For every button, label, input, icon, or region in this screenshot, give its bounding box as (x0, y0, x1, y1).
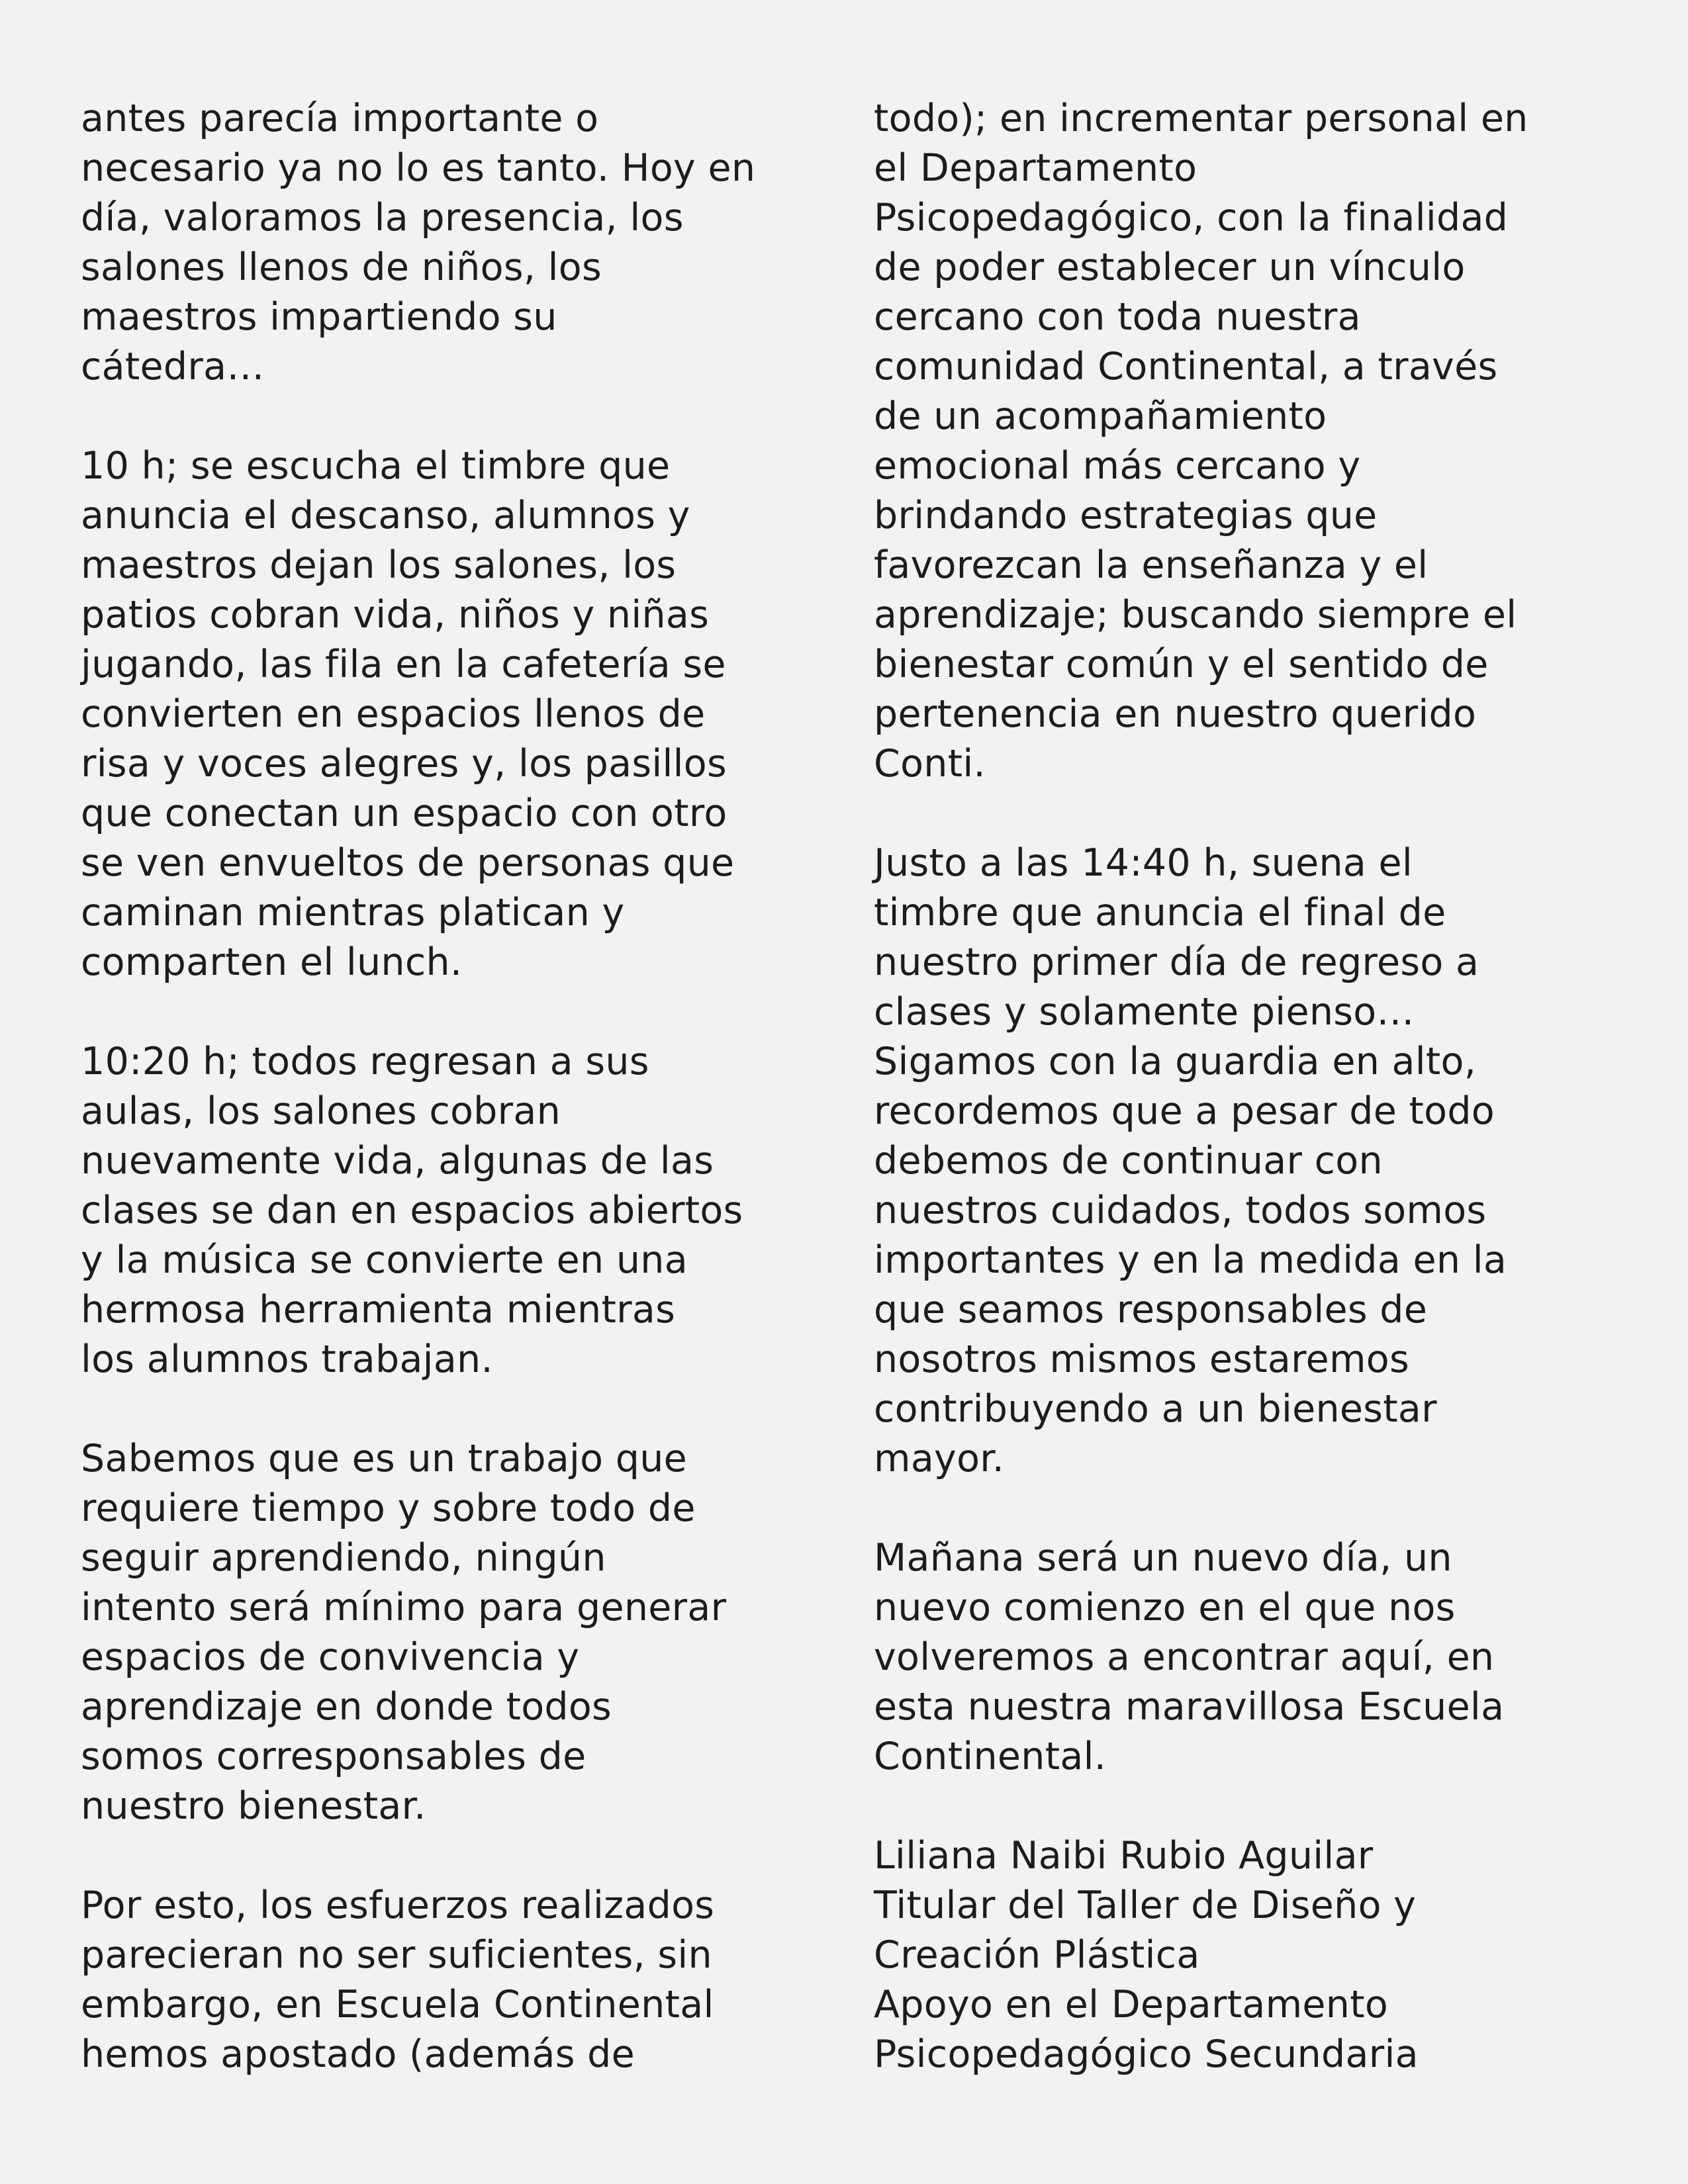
text-line: cercano con toda nuestra (874, 295, 1361, 339)
text-line: brindando estrategias que (874, 494, 1378, 537)
author-role: Creación Plástica (874, 1933, 1200, 1977)
text-line: embargo, en Escuela Continental (81, 1983, 714, 2026)
text-line: Justo a las 14:40 h, suena el (874, 841, 1413, 885)
text-line: nuestros cuidados, todos somos (874, 1189, 1487, 1232)
text-line: importantes y en la medida en la (874, 1238, 1507, 1282)
text-line: Sigamos con la guardia en alto, (874, 1040, 1477, 1083)
text-line: comunidad Continental, a través (874, 345, 1498, 388)
text-line: mayor. (874, 1437, 1005, 1480)
text-line: bienestar común y el sentido de (874, 643, 1489, 686)
text-line: requiere tiempo y sobre todo de (81, 1486, 696, 1530)
text-line: jugando, las fila en la cafetería se (81, 643, 726, 686)
paragraph (81, 441, 822, 987)
text-line: patios cobran vida, niños y niñas (81, 593, 710, 637)
text-line: timbre que anuncia el final de (874, 891, 1446, 934)
text-line: pertenencia en nuestro querido (874, 692, 1477, 736)
text-line: caminan mientras platican y (81, 891, 625, 934)
text-line: somos corresponsables de (81, 1735, 586, 1778)
text-line: seguir aprendiendo, ningún (81, 1536, 606, 1580)
signature-block (874, 1831, 1615, 2079)
text-line: emocional más cercano y (874, 444, 1361, 488)
text-line: volveremos a encontrar aquí, en (874, 1635, 1495, 1679)
text-line: de un acompañamiento (874, 394, 1327, 438)
text-line: nuevamente vida, algunas de las (81, 1139, 714, 1183)
left-column (81, 94, 822, 2129)
text-line: salones llenos de niños, los (81, 246, 602, 289)
text-line: antes parecía importante o (81, 97, 599, 140)
right-column (874, 94, 1615, 2129)
text-line: maestros impartiendo su (81, 295, 557, 339)
text-line: día, valoramos la presencia, los (81, 196, 684, 240)
text-line: Sabemos que es un trabajo que (81, 1437, 688, 1480)
text-line: clases se dan en espacios abiertos (81, 1189, 743, 1232)
text-line: nuevo comienzo en el que nos (874, 1586, 1456, 1629)
paragraph (874, 839, 1615, 1484)
text-line: 10 h; se escucha el timbre que (81, 444, 671, 488)
paragraph (81, 94, 822, 392)
text-line: 10:20 h; todos regresan a sus (81, 1040, 649, 1083)
text-line: cátedra… (81, 345, 265, 388)
text-line: debemos de continuar con (874, 1139, 1383, 1183)
paragraph (81, 1881, 822, 2079)
text-line: el Departamento (874, 146, 1197, 190)
text-line: favorezcan la enseñanza y el (874, 543, 1429, 587)
text-line: que seamos responsables de (874, 1288, 1428, 1332)
text-line: nuestro primer día de regreso a (874, 940, 1479, 984)
text-line: comparten el lunch. (81, 940, 463, 984)
text-line: nosotros mismos estaremos (874, 1338, 1409, 1381)
text-line: aprendizaje en donde todos (81, 1685, 612, 1729)
text-line: clases y solamente pienso… (874, 990, 1415, 1034)
text-line: esta nuestra maravillosa Escuela (874, 1685, 1505, 1729)
text-line: hemos apostado (además de (81, 2032, 635, 2076)
text-line: se ven envueltos de personas que (81, 841, 735, 885)
text-line: necesario ya no lo es tanto. Hoy en (81, 146, 756, 190)
author-role: Titular del Taller de Diseño y (874, 1884, 1417, 1927)
text-line: y la música se convierte en una (81, 1238, 688, 1282)
paragraph (874, 1533, 1615, 1782)
paragraph (81, 1434, 822, 1831)
author-role: Psicopedagógico Secundaria (874, 2032, 1419, 2076)
author-name: Liliana Naibi Rubio Aguilar (874, 1834, 1374, 1878)
text-line: los alumnos trabajan. (81, 1338, 493, 1381)
text-line: aprendizaje; buscando siempre el (874, 593, 1517, 637)
text-line: parecieran no ser suficientes, sin (81, 1933, 712, 1977)
text-line: todo); en incrementar personal en (874, 97, 1528, 140)
paragraph (874, 94, 1615, 789)
text-line: convierten en espacios llenos de (81, 692, 706, 736)
text-line: Por esto, los esfuerzos realizados (81, 1884, 715, 1927)
text-line: recordemos que a pesar de todo (874, 1089, 1495, 1133)
text-line: aulas, los salones cobran (81, 1089, 561, 1133)
text-line: Conti. (874, 742, 986, 786)
text-line: intento será mínimo para generar (81, 1586, 727, 1629)
text-line: espacios de convivencia y (81, 1635, 580, 1679)
text-line: contribuyendo a un bienestar (874, 1387, 1437, 1431)
author-role: Apoyo en el Departamento (874, 1983, 1389, 2026)
paragraph (81, 1037, 822, 1385)
text-line: Mañana será un nuevo día, un (874, 1536, 1452, 1580)
text-line: de poder establecer un vínculo (874, 246, 1466, 289)
text-line: risa y voces alegres y, los pasillos (81, 742, 727, 786)
text-line: hermosa herramienta mientras (81, 1288, 676, 1332)
text-line: que conectan un espacio con otro (81, 792, 727, 835)
text-line: Psicopedagógico, con la finalidad (874, 196, 1509, 240)
text-line: maestros dejan los salones, los (81, 543, 677, 587)
text-line: nuestro bienestar. (81, 1784, 426, 1828)
text-line: Continental. (874, 1735, 1107, 1778)
text-line: anuncia el descanso, alumnos y (81, 494, 690, 537)
